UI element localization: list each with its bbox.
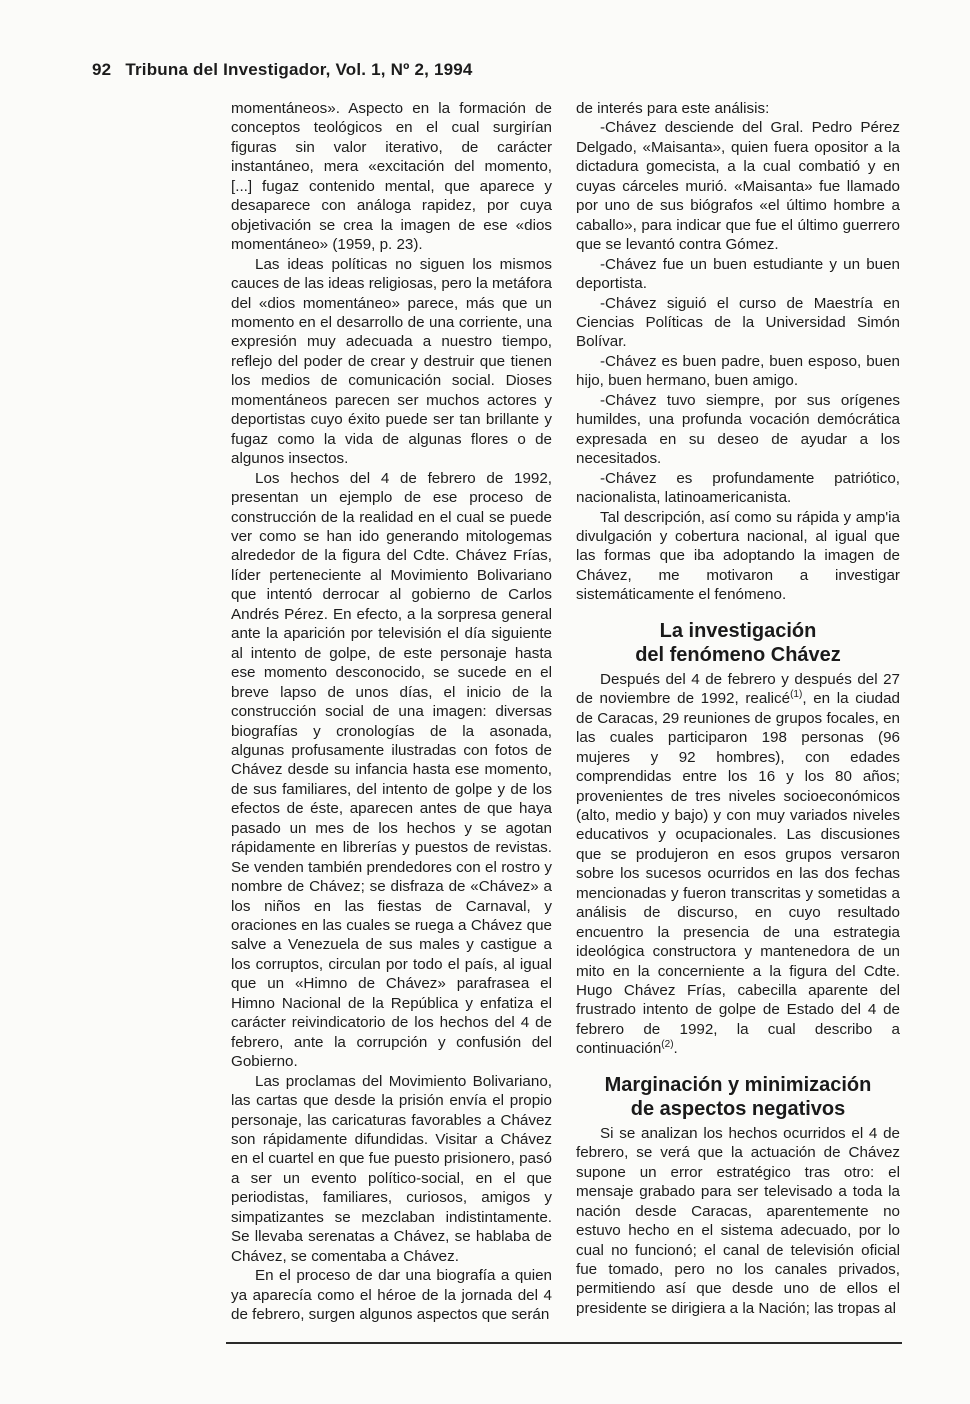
text-run: , en la ciudad de Caracas, 29 reuniones de grupos focales, en las cuales participaron 198 personas (96 mujeres y 92 hombres), con edades comprendidas entre los 16 y los 80 años; provenientes de tres niveles socioeconómicos (alto, medio y bajo) y con muy variados niveles educativos y ocupacionales. Las discusiones que se produjeron en esos grupos versaron sobre los sucesos ocurridos en las dos fechas mencionadas y fueron transcritas y sometidas a análisis de discurso, en cuyo resultado encuentro la presencia de una estrategia ideológica constructora y mantenedora de un mito en la concerniente a la figura del Cdte. Hugo Chávez Frías, cabecilla aparente del frustrado intento de golpe de Estado del 4 de febrero de 1992, la cual describo a continuación <box>576 690 900 1058</box>
section-heading-investigacion <box>576 619 900 667</box>
heading-line: del fenómeno Chávez <box>635 643 841 666</box>
paragraph: Las proclamas del Movimiento Bolivariano, las cartas que desde la prisión envía el propio personaje, las caricaturas favorables a Chávez son rápidamente difundidas. Visitar a Chávez en el cuartel en que fue puesto prisionero, pasó a ser un evento político-social, en el que periodistas, familiares, curiosos, amigos y simpatizantes se mezclaban indistintamente. Se llevaba serenatas a Chávez, se hablaba de Chávez, se comentaba a Chávez. <box>231 1072 552 1265</box>
right-column <box>576 99 900 1318</box>
heading-line: La investigación <box>659 619 817 642</box>
footnote-ref: (2) <box>661 1039 674 1051</box>
paragraph <box>576 670 900 1059</box>
paragraph: Tal descripción, así como su rápida y amp'ia divulgación y cobertura nacional, al igual que las formas que iba adoptando la imagen de Chávez, me motivaron a investigar sistemáticamente el fenómeno. <box>576 508 900 604</box>
paragraph: En el proceso de dar una biografía a quien ya aparecía como el héroe de la jornada del 4 de febrero, surgen algunos aspectos que serán <box>231 1267 552 1324</box>
list-item: -Chávez desciende del Gral. Pedro Pérez Delgado, «Maisanta», quien fuera opositor a la dictadura gomecista, a la cual combatió y en cuyas cárceles murió. «Maisanta» fue llamado por uno de sus biógrafos «el último hombre a caballo», para indicar que fue el último guerrero que se levantó contra Gómez. <box>576 119 900 254</box>
paragraph: Si se analizan los hechos ocurridos el 4 de febrero, se verá que la actuación de Chávez supone un error estratégico tras otro: el mensaje grabado para ser televisado a toda la nación desde Caracas, aparentemente no estuvo hecho en el sistema adecuado, por lo cual no funcionó; el canal de televisión oficial fue tomado, pero no los canales privados, permitiendo así que desde uno de ellos el presidente se dirigiera a la Nación; las tropas al <box>576 1124 900 1317</box>
bottom-rule <box>226 1342 902 1344</box>
page-number: 92 <box>92 60 112 79</box>
heading-line: Marginación y minimización <box>604 1073 872 1096</box>
text-run: . <box>673 1040 678 1058</box>
list-item: -Chávez es buen padre, buen esposo, buen hijo, buen hermano, buen amigo. <box>576 352 900 390</box>
page-header <box>92 60 473 80</box>
list-item: -Chávez siguió el curso de Maestría en Ciencias Políticas de la Universidad Simón Bolívar. <box>576 294 900 351</box>
footnote-ref: (1) <box>790 689 803 701</box>
list-item: -Chávez fue un buen estudiante y un buen deportista. <box>576 255 900 293</box>
paragraph: Las ideas políticas no siguen los mismos cauces de las ideas religiosas, pero la metáfora del «dios momentáneo» parece, más que un momento en el desarrollo de una corriente, una expresión muy adecuada a nuestro tiempo, reflejo del poder de crear y destruir que tienen los medios de comunicación social. Dioses momentáneos parecen ser muchos actores y deportistas cuyo éxito puede ser tan brillante y fugaz como la vida de algunas flores o de algunos insectos. <box>231 255 552 468</box>
section-heading-marginacion <box>576 1073 900 1121</box>
paragraph: Los hechos del 4 de febrero de 1992, presentan un ejemplo de ese proceso de construcción de la realidad en el cual se puede ver como se han ido generando mitologemas alrededor de la figura del Cdte. Chávez Frías, líder perteneciente al Movimiento Bolivariano que intentó derrocar al gobierno de Carlos Andrés Pérez. En efecto, a la sorpresa general ante la aparición por televisión el día siguiente al intento de golpe, de este personaje hasta ese momento desconocido, se sucede en el breve lapso de unos días, el inicio de la construcción social de una imagen: diversas biografías y cronologías de la asonada, algunas profusamente ilustradas con fotos de Chávez desde su infancia hasta ese momento, de sus familiares, del intento de golpe y de los efectos de éste, aparecen antes de que haya pasado un mes de los hechos y se agotan rápidamente en librerías y puestos de revistas. Se venden también prendedores con el rostro y nombre de Chávez; se disfraza de «Chávez» a los niños en las fiestas de Carnaval, y oraciones en las cuales se ruega a Chávez que salve a Venezuela de sus males y castigue a los corruptos, circulan por todo el país, al igual que un «Himno de Chávez» parafrasea el Himno Nacional de la República y enfatiza el carácter reivindicatorio de los hechos del 4 de febrero, ante la corrupción y confusión del Gobierno. <box>231 469 552 1071</box>
text-run: Después del 4 de febrero y después del 27 de noviembre de 1992, realicé <box>576 670 900 708</box>
paragraph: de interés para este análisis: <box>576 100 770 117</box>
left-column <box>231 99 552 1325</box>
paragraph: momentáneos». Aspecto en la formación de conceptos teológicos en el cual surgirían figuras sin valor iterativo, de carácter instantáneo, mera «excitación del momento, [...] fugaz contenido mental, que aparece y desaparece con análoga rapidez, por cuya objetivación se crea la imagen de ese «dios momentáneo» (1959, p. 23). <box>231 100 552 254</box>
list-item: -Chávez tuvo siempre, por sus orígenes humildes, una profunda vocación demócrática expresada en su deseo de ayudar a los necesitados. <box>576 391 900 468</box>
heading-line: de aspectos negativos <box>630 1097 846 1120</box>
journal-title: Tribuna del Investigador, Vol. 1, Nº 2, 1994 <box>125 60 473 79</box>
list-item: -Chávez es profundamente patriótico, nacionalista, latinoamericanista. <box>576 469 900 507</box>
